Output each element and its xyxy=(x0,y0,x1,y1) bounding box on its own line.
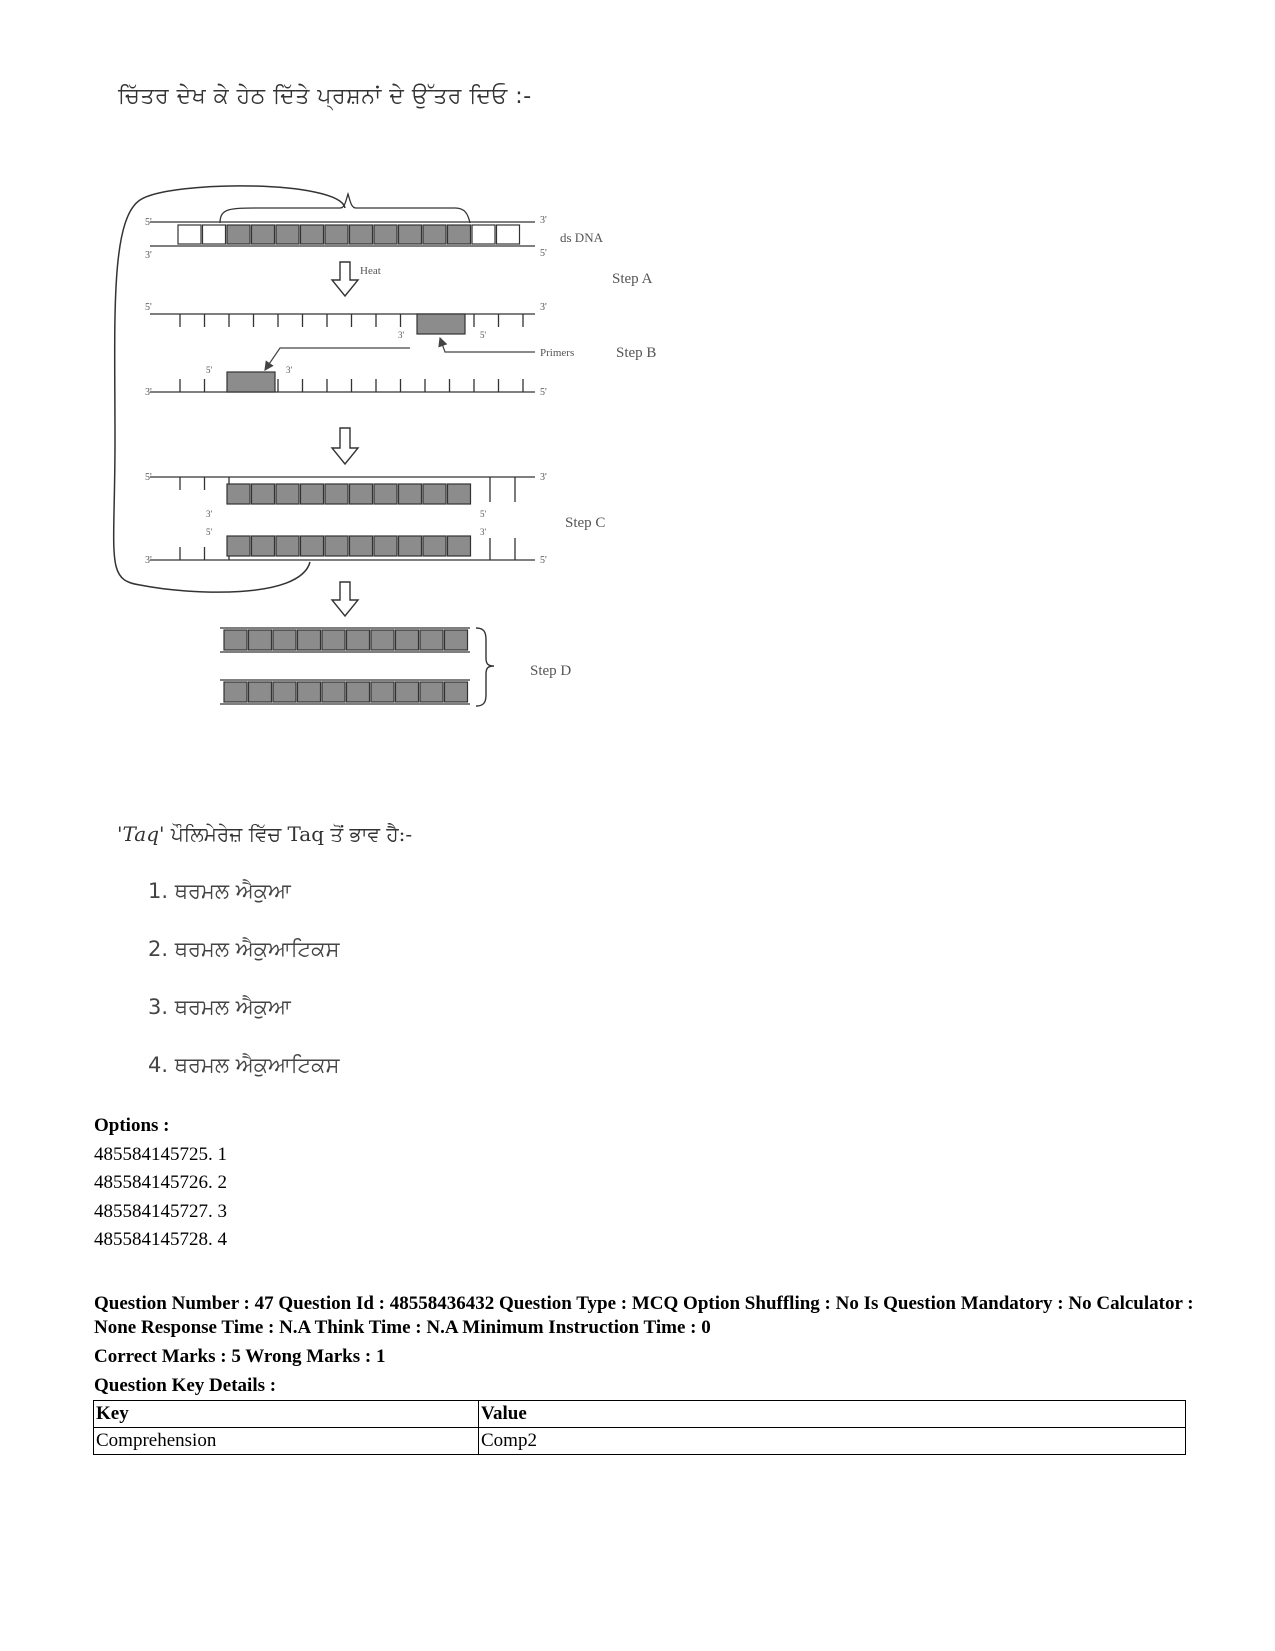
label-3prime: 3' xyxy=(206,509,213,519)
label-step-c: Step C xyxy=(565,515,606,531)
dna-segment xyxy=(178,225,201,244)
question-body: ਪੌਲਿਮੇਰੇਜ਼ ਵਿੱਚ Taq ਤੋਂ ਭਾਵ ਹੈ:- xyxy=(164,822,413,846)
question-choices xyxy=(148,876,339,1108)
dna-segment xyxy=(374,225,397,244)
primer-segment xyxy=(417,314,465,334)
dna-segment xyxy=(371,682,394,702)
label-3prime: 3' xyxy=(480,527,487,537)
dna-segment xyxy=(252,484,275,504)
dna-segment xyxy=(399,536,422,556)
dna-segment xyxy=(249,630,272,650)
label-5prime: 5' xyxy=(206,527,213,537)
dna-segment xyxy=(347,682,370,702)
question-meta-details: Question Number : 47 Question Id : 48558436432 Question Type : MCQ Option Shuffling : No Is Question Mandatory : No Calculator : None Response Time : N.A Think Time : N.A Minimum Instruction Time : 0 xyxy=(94,1293,1194,1338)
pcr-diagram xyxy=(110,180,730,750)
label-primers: Primers xyxy=(540,347,575,359)
dna-segment xyxy=(298,630,321,650)
label-5prime: 5' xyxy=(540,555,547,566)
label-5prime: 5' xyxy=(540,248,547,259)
table-row xyxy=(94,1428,1186,1455)
dna-segment xyxy=(423,536,446,556)
option-item: 485584145728. 4 xyxy=(94,1229,227,1250)
label-5prime: 5' xyxy=(540,387,547,398)
dna-segment xyxy=(252,536,275,556)
label-3prime: 3' xyxy=(145,387,152,398)
dna-segment xyxy=(350,225,373,244)
option-item: 485584145725. 1 xyxy=(94,1143,227,1165)
dna-segment xyxy=(396,682,419,702)
down-arrow xyxy=(332,582,358,616)
dna-segment xyxy=(374,536,397,556)
primer-segment xyxy=(227,372,275,392)
label-3prime: 3' xyxy=(540,215,547,226)
label-step-d: Step D xyxy=(530,663,572,679)
dna-segment xyxy=(224,682,247,702)
target-brace xyxy=(220,194,470,223)
question-meta xyxy=(94,1292,1194,1403)
dna-segment xyxy=(445,630,468,650)
option-item: 485584145727. 3 xyxy=(94,1200,227,1222)
primer-pointer xyxy=(440,338,535,352)
dna-segment xyxy=(325,484,348,504)
dna-segment xyxy=(497,225,520,244)
label-5prime: 5' xyxy=(145,472,152,483)
dna-segment xyxy=(420,630,443,650)
dna-segment xyxy=(249,682,272,702)
dna-segment xyxy=(396,630,419,650)
dna-segment xyxy=(301,484,324,504)
key-details-title: Question Key Details : xyxy=(94,1375,277,1396)
dna-segment xyxy=(276,536,299,556)
instruction-text: ਚਿੱਤਰ ਦੇਖ ਕੇ ਹੇਠ ਦਿੱਤੇ ਪ੍ਰਸ਼ਨਾਂ ਦੇ ਉੱਤਰ ਦਿਓ :- xyxy=(118,84,532,109)
dna-segment xyxy=(325,225,348,244)
dna-segment xyxy=(203,225,226,244)
dna-segment xyxy=(350,536,373,556)
dna-segment xyxy=(420,682,443,702)
table-cell-key: Comprehension xyxy=(94,1428,479,1455)
table-header-value: Value xyxy=(479,1401,1186,1428)
dna-segment xyxy=(423,225,446,244)
label-3prime: 3' xyxy=(540,472,547,483)
dna-segment xyxy=(227,225,250,244)
label-3prime: 3' xyxy=(398,330,405,340)
taq-word: 'Taq' xyxy=(117,822,165,846)
dna-segment xyxy=(224,630,247,650)
label-ds-dna: ds DNA xyxy=(560,230,603,245)
dna-segment xyxy=(276,484,299,504)
options-title: Options : xyxy=(94,1115,170,1136)
label-3prime: 3' xyxy=(540,302,547,313)
label-5prime: 5' xyxy=(145,302,152,313)
label-step-b: Step B xyxy=(616,345,657,361)
dna-segment xyxy=(301,536,324,556)
dna-segment xyxy=(301,225,324,244)
dna-segment xyxy=(445,682,468,702)
label-5prime: 5' xyxy=(145,217,152,228)
heat-arrow xyxy=(332,262,358,296)
dna-segment xyxy=(227,536,250,556)
label-3prime: 3' xyxy=(145,555,152,566)
dna-segment xyxy=(322,682,345,702)
dna-segment xyxy=(227,484,250,504)
choice-4: 4. ਥਰਮਲ ਐਕੁਆਟਿਕਸ xyxy=(148,1053,340,1077)
dna-segment xyxy=(276,225,299,244)
choice-1: 1. ਥਰਮਲ ਐਕੁਆ xyxy=(148,879,291,903)
dna-segment xyxy=(448,225,471,244)
label-3prime: 3' xyxy=(145,250,152,261)
question-text xyxy=(117,822,412,846)
label-5prime: 5' xyxy=(480,330,487,340)
dna-segment xyxy=(273,682,296,702)
dna-segment xyxy=(374,484,397,504)
step-d-bracket xyxy=(476,628,494,706)
label-5prime: 5' xyxy=(480,509,487,519)
choice-3: 3. ਥਰਮਲ ਐਕੁਆ xyxy=(148,995,291,1019)
down-arrow xyxy=(332,428,358,464)
choice-2: 2. ਥਰਮਲ ਐਕੁਆਟਿਕਸ xyxy=(148,937,340,961)
dna-segment xyxy=(273,630,296,650)
dna-segment xyxy=(325,536,348,556)
dna-segment xyxy=(448,484,471,504)
table-header-key: Key xyxy=(94,1401,479,1428)
option-item: 485584145726. 2 xyxy=(94,1172,227,1193)
dna-segment xyxy=(472,225,495,244)
dna-segment xyxy=(371,630,394,650)
dna-segment xyxy=(350,484,373,504)
options-list xyxy=(94,1112,227,1255)
dna-segment xyxy=(423,484,446,504)
table-cell-value: Comp2 xyxy=(479,1428,1186,1455)
label-heat: Heat xyxy=(360,265,381,277)
dna-segment xyxy=(252,225,275,244)
dna-segment xyxy=(322,630,345,650)
dna-segment xyxy=(399,484,422,504)
label-3prime: 3' xyxy=(286,365,293,375)
dna-segment xyxy=(347,630,370,650)
key-details-table xyxy=(93,1400,1186,1455)
dna-segment xyxy=(448,536,471,556)
marks-line: Correct Marks : 5 Wrong Marks : 1 xyxy=(94,1346,386,1367)
label-5prime: 5' xyxy=(206,365,213,375)
dna-segment xyxy=(399,225,422,244)
label-step-a: Step A xyxy=(612,271,653,287)
table-header-row xyxy=(94,1401,1186,1428)
dna-segment xyxy=(298,682,321,702)
